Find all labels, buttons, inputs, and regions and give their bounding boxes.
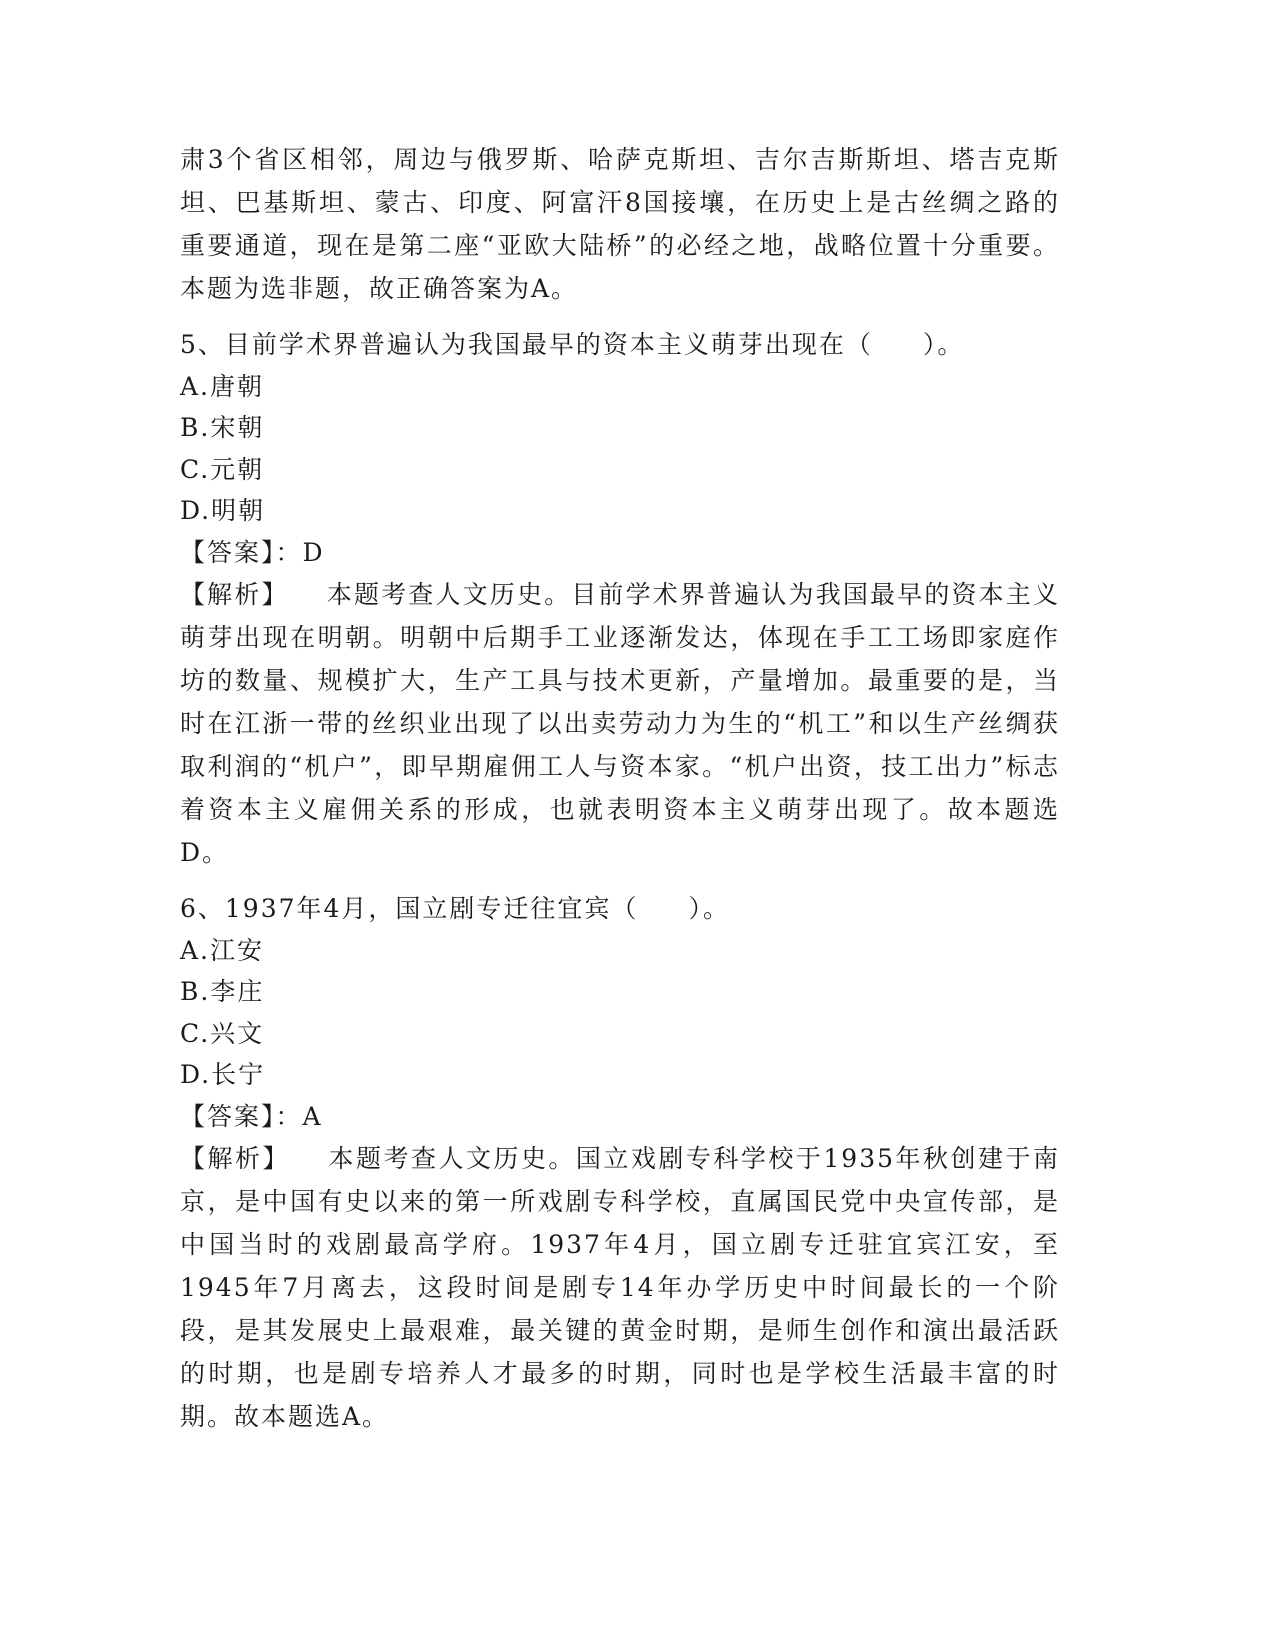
option-b: B.李庄 [180,977,265,1006]
question-6 [180,888,1060,1438]
spacer [180,874,1060,888]
question-5 [180,324,1060,874]
option-d: D.明朝 [180,496,266,525]
option-d: D.长宁 [180,1060,266,1089]
option-c: C.兴文 [180,1018,265,1048]
analysis-paragraph [180,573,1060,874]
continuation-paragraph: 肃3个省区相邻，周边与俄罗斯、哈萨克斯坦、吉尔吉斯斯坦、塔吉克斯坦、巴基斯坦、蒙古、印度、阿富汗8国接壤，在历史上是古丝绸之路的重要通道，现在是第二座“亚欧大陆桥”的必经之地，战略位置十分重要。本题为选非题，故正确答案为A。 [180,145,1060,303]
option-a: A.江安 [180,935,265,965]
option-a: A.唐朝 [180,371,265,401]
question-stem [180,888,1060,930]
answer-line: 【答案】：A [180,1101,323,1131]
analysis-label: 【解析】 [180,1144,290,1173]
spacer [180,310,1060,324]
question-stem-end: ）。 [922,330,965,359]
analysis-text: 本题考查人文历史。国立戏剧专科学校于1935年秋创建于南京，是中国有史以来的第一所戏剧专科学校，直属国民党中央宣传部，是中国当时的戏剧最高学府。1937年4月，国立剧专迁驻宜宾江安，至1945年7月离去，这段时间是剧专14年办学历史中时间最长的一个阶段，是其发展史上最艰难，最关键的黄金时期，是师生创作和演出最活跃的时期，也是剧专培养人才最多的时期，同时也是学校生活最丰富的时期。故本题选A。 [180,1144,1060,1431]
question-stem-end: ）。 [688,894,730,923]
question-stem-text: 5、目前学术界普遍认为我国最早的资本主义萌芽出现在（ [180,330,873,359]
answer-line: 【答案】：D [180,537,325,567]
option-c: C.元朝 [180,454,265,484]
question-stem-text: 6、1937年4月，国立剧专迁往宜宾（ [180,894,639,923]
option-b: B.宋朝 [180,413,265,442]
analysis-label: 【解析】 [180,580,289,609]
analysis-paragraph [180,1137,1060,1438]
analysis-text: 本题考查人文历史。目前学术界普遍认为我国最早的资本主义萌芽出现在明朝。明朝中后期手工业逐渐发达，体现在手工工场即家庭作坊的数量、规模扩大，生产工具与技术更新，产量增加。最重要的是，当时在江浙一带的丝织业出现了以出卖劳动力为生的“机工”和以生产丝绸获取利润的“机户”，即早期雇佣工人与资本家。“机户出资，技工出力”标志着资本主义雇佣关系的形成，也就表明资本主义萌芽出现了。故本题选D。 [180,580,1060,867]
question-stem [180,324,1060,366]
document-page [180,138,1060,1438]
